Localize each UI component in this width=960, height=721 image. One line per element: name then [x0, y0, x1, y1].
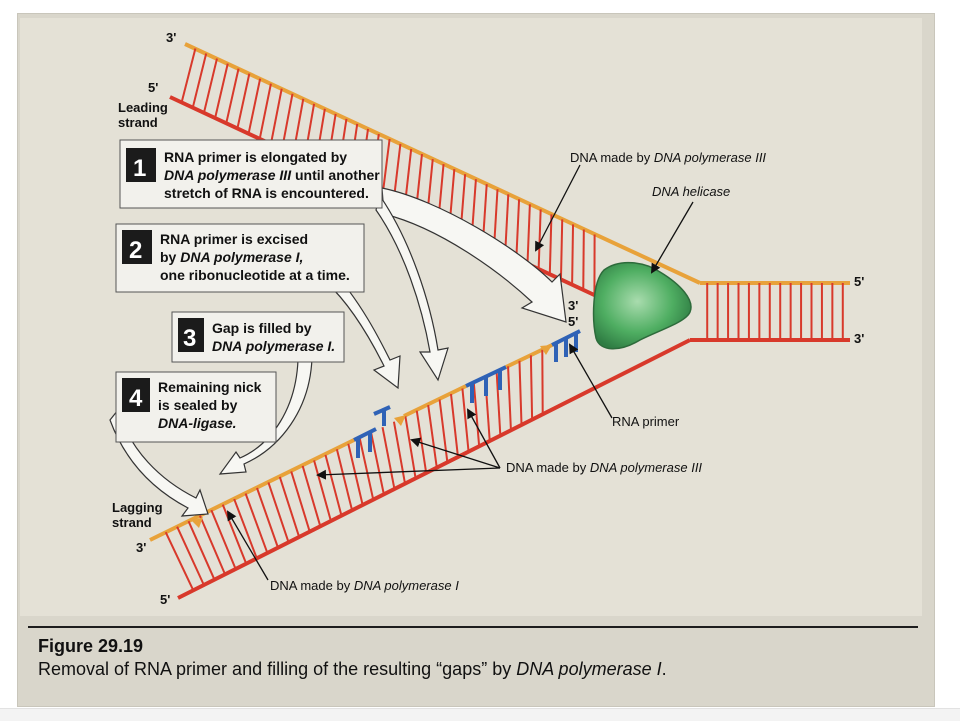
step-1-line-1: RNA primer is elongated by	[164, 149, 347, 165]
step-3-line-2: DNA polymerase I.	[212, 338, 335, 354]
fork-3prime-top: 3'	[568, 298, 578, 313]
base-pair	[539, 209, 541, 269]
lagging-strand-label-2: strand	[112, 515, 152, 530]
base-pair	[166, 532, 194, 590]
step-1-line-3: stretch of RNA is encountered.	[164, 185, 369, 201]
base-pair	[383, 427, 395, 489]
step-4-line-1: Remaining nick	[158, 379, 262, 395]
step-4-line-3: DNA-ligase.	[158, 415, 237, 431]
leading-template-3prime: 3'	[166, 30, 176, 45]
base-pair	[583, 229, 584, 290]
base-pair	[451, 394, 458, 457]
duplex-5prime: 5'	[854, 274, 864, 289]
base-pair	[519, 361, 521, 425]
step-1-number: 1	[133, 155, 146, 182]
label-dna-pol3-top: DNA made by DNA polymerase III	[570, 150, 766, 165]
base-pair	[394, 422, 405, 484]
base-pair	[271, 89, 282, 145]
lagging-strand-label: Lagging	[112, 500, 163, 515]
base-pair	[215, 64, 228, 119]
base-pair	[561, 219, 562, 279]
base-pair	[508, 366, 511, 430]
base-pair	[200, 516, 225, 575]
base-pair	[474, 383, 479, 447]
step-2-line-3: one ribonucleotide at a time.	[160, 267, 350, 283]
step-2-line-1: RNA primer is excised	[160, 231, 308, 247]
base-pair	[237, 74, 249, 129]
base-pair	[527, 204, 529, 264]
leading-strand-label: Leading	[118, 100, 168, 115]
fork-5prime-top: 5'	[568, 314, 578, 329]
step-4-number: 4	[129, 385, 143, 412]
base-pair	[249, 79, 261, 134]
label-dna-helicase: DNA helicase	[652, 184, 730, 199]
base-pair	[516, 199, 519, 259]
step-2-number: 2	[129, 237, 142, 264]
base-pair	[260, 84, 271, 139]
base-pair	[189, 521, 215, 580]
step-4-line-2: is sealed by	[158, 397, 238, 413]
base-pair	[428, 405, 437, 468]
base-pair	[348, 444, 362, 505]
leading-strand-label-2: strand	[118, 115, 158, 130]
base-pair	[462, 388, 468, 451]
step-3-number: 3	[183, 325, 196, 352]
base-pair	[246, 494, 268, 554]
base-pair	[257, 488, 278, 548]
lagging-5prime: 5'	[160, 592, 170, 607]
label-dna-pol3-mid: DNA made by DNA polymerase III	[506, 460, 702, 475]
step-3-line-1: Gap is filled by	[212, 320, 312, 336]
step-1-line-2: DNA polymerase III until another	[164, 167, 380, 183]
base-pair	[531, 355, 532, 420]
step-2-line-2: by DNA polymerase I,	[160, 249, 303, 265]
base-pair	[572, 224, 573, 285]
parent-duplex	[690, 283, 850, 340]
base-pair	[223, 505, 246, 564]
base-pair	[268, 482, 288, 542]
base-pair	[193, 54, 206, 108]
label-dna-pol1: DNA made by DNA polymerase I	[270, 578, 459, 593]
duplex-3prime: 3'	[854, 331, 864, 346]
base-pair	[226, 69, 238, 124]
caption-divider	[28, 626, 918, 628]
label-rna-primer: RNA primer	[612, 414, 680, 429]
base-pair	[204, 59, 217, 113]
dna-helicase-shape	[594, 263, 691, 349]
base-pair	[337, 449, 352, 510]
figure-caption: Removal of RNA primer and filling of the resulting “gaps” by DNA polymerase I.	[38, 659, 667, 680]
leading-new-5prime: 5'	[148, 80, 158, 95]
base-pair	[440, 400, 448, 463]
base-pair	[405, 416, 415, 478]
lagging-3prime: 3'	[136, 540, 146, 555]
base-pair	[371, 433, 384, 495]
viewer-bottom-bar	[0, 708, 960, 721]
figure-number: Figure 29.19	[38, 636, 143, 657]
base-pair	[177, 527, 204, 585]
base-pair	[182, 49, 196, 103]
